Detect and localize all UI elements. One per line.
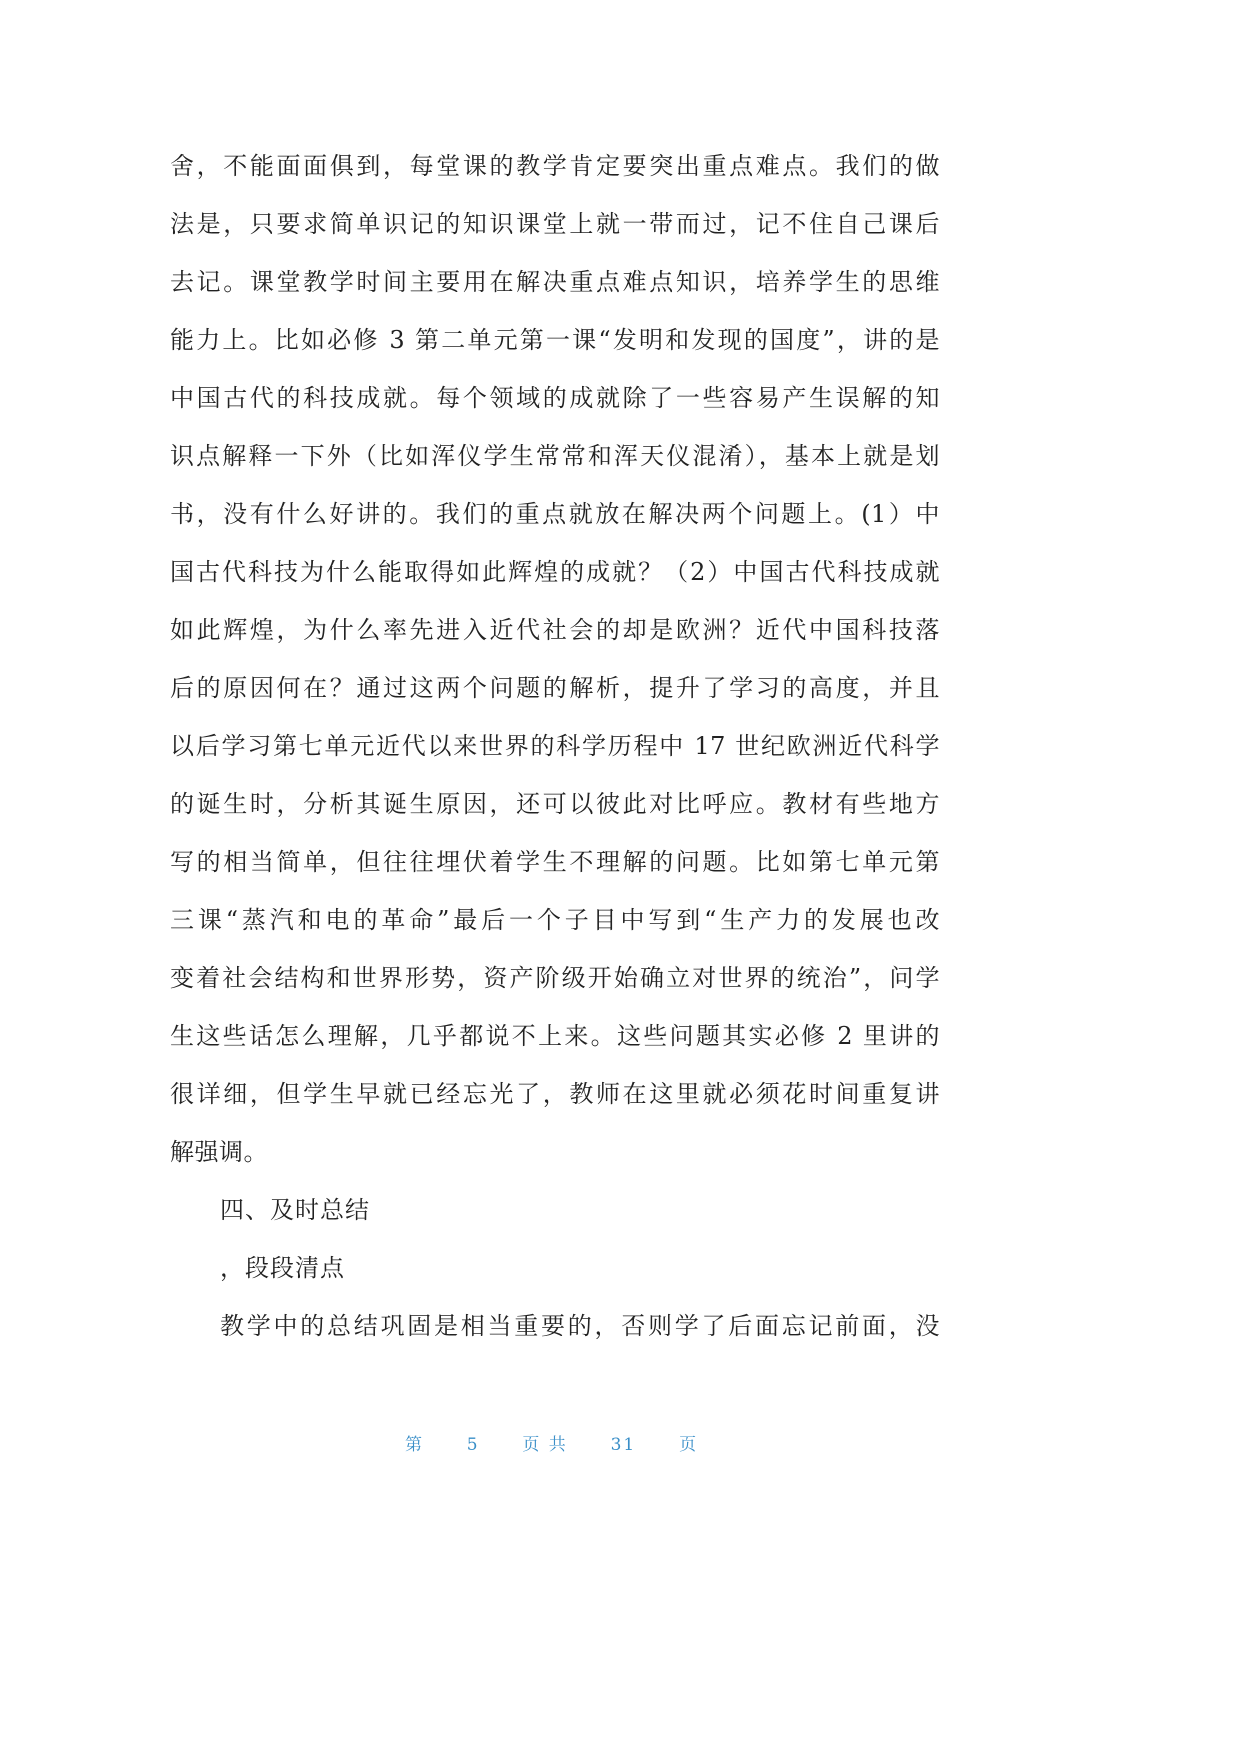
page-footer [0,1430,1103,1455]
footer-prefix: 第 [404,1435,424,1455]
text-line: 舍，不能面面俱到，每堂课的教学肯定要突出重点难点。我们的做 [170,152,940,180]
text-line: 很详细，但学生早就已经忘光了，教师在这里就必须花时间重复讲 [170,1080,940,1108]
text-line: 法是，只要求简单识记的知识课堂上就一带而过，记不住自己课后 [170,210,940,238]
section-heading: 四、及时总结 [220,1196,370,1224]
text-line: 变着社会结构和世界形势，资产阶级开始确立对世界的统治”，问学 [170,964,940,992]
paragraph-start-line: 教学中的总结巩固是相当重要的，否则学了后面忘记前面，没 [220,1312,940,1340]
text-line: 以后学习第七单元近代以来世界的科学历程中 17 世纪欧洲近代科学 [170,732,940,760]
footer-total-pages: 31 [610,1435,637,1455]
text-line: 的诞生时，分析其诞生原因，还可以彼此对比呼应。教材有些地方 [170,790,940,818]
text-line: 国古代科技为什么能取得如此辉煌的成就？（2）中国古代科技成就 [170,558,940,586]
text-line: 能力上。比如必修 3 第二单元第一课“发明和发现的国度”，讲的是 [170,326,940,354]
text-line: 如此辉煌，为什么率先进入近代社会的却是欧洲？近代中国科技落 [170,616,940,644]
text-line: 后的原因何在？通过这两个问题的解析，提升了学习的高度，并且 [170,674,940,702]
footer-suffix: 页 [679,1435,699,1455]
footer-middle: 页 共 [522,1435,568,1455]
text-line: 生这些话怎么理解，几乎都说不上来。这些问题其实必修 2 里讲的 [170,1022,940,1050]
text-line: 三课“蒸汽和电的革命”最后一个子目中写到“生产力的发展也改 [170,906,940,934]
text-line: 写的相当简单，但往往埋伏着学生不理解的问题。比如第七单元第 [170,848,940,876]
section-subheading: ，段段清点 [220,1254,345,1282]
text-line: 书，没有什么好讲的。我们的重点就放在解决两个问题上。(1）中 [170,500,940,528]
text-line: 去记。课堂教学时间主要用在解决重点难点知识，培养学生的思维 [170,268,940,296]
footer-page-number: 5 [466,1435,480,1455]
body-text [170,137,940,1355]
text-line: 中国古代的科技成就。每个领域的成就除了一些容易产生误解的知 [170,384,940,412]
text-line: 识点解释一下外（比如浑仪学生常常和浑天仪混淆），基本上就是划 [170,442,940,470]
text-line: 解强调。 [170,1138,268,1166]
